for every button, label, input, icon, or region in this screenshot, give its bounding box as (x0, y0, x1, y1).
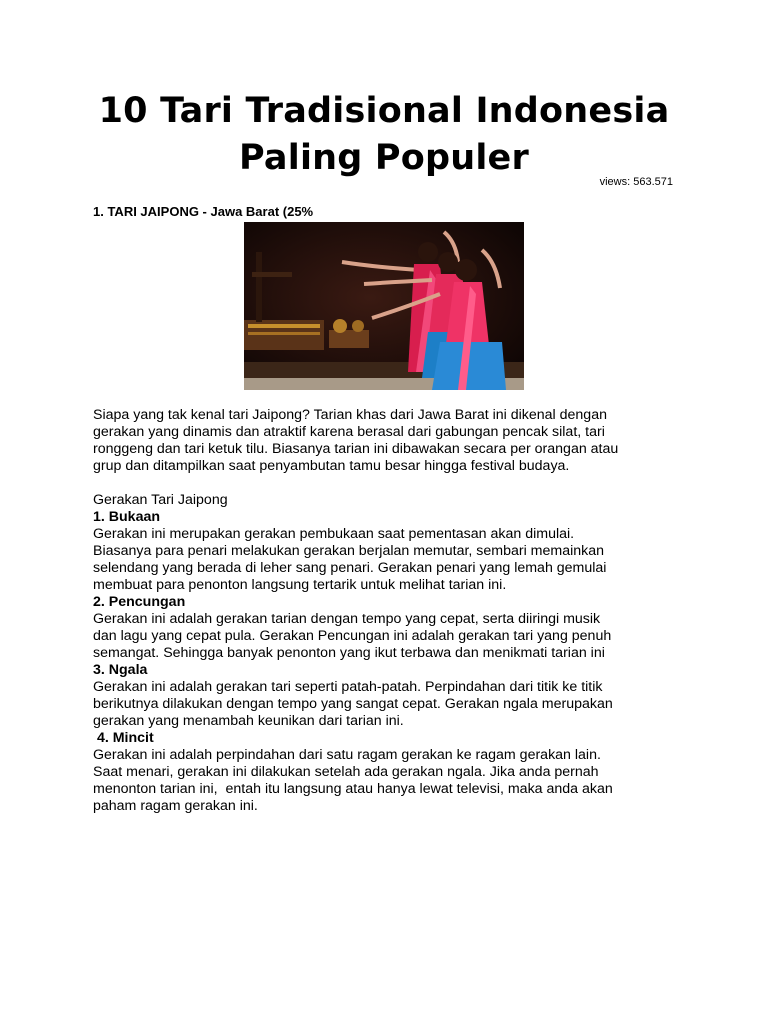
movement-line: Gerakan ini adalah perpindahan dari satu ragam gerakan ke ragam gerakan lain. (93, 747, 601, 763)
movement-line: Gerakan ini merupakan gerakan pembukaan saat pementasan akan dimulai. (93, 526, 575, 542)
intro-paragraph (93, 407, 693, 475)
intro-line: grup dan ditampilkan saat penyambutan tamu besar hingga festival budaya. (93, 458, 570, 474)
movements-section (93, 492, 693, 815)
movement-title: 2. Pencungan (93, 594, 186, 610)
view-count: views: 563.571 (599, 176, 673, 188)
movement-line: selendang yang berada di leher sang penari. Gerakan penari yang lemah gemulai (93, 560, 607, 576)
movement-line: semangat. Sehingga banyak penonton yang ikut terbawa dan menikmati tarian ini (93, 645, 605, 661)
movement-title: 4. Mincit (93, 730, 154, 746)
intro-line: gerakan yang dinamis dan atraktif karena berasal dari gabungan pencak silat, tari (93, 424, 605, 440)
movement-title: 3. Ngala (93, 662, 148, 678)
movement-line: paham ragam gerakan ini. (93, 798, 258, 814)
movements-heading: Gerakan Tari Jaipong (93, 492, 228, 508)
movement-title: 1. Bukaan (93, 509, 161, 525)
movement-line: Gerakan ini adalah gerakan tari seperti patah-patah. Perpindahan dari titik ke titik (93, 679, 603, 695)
movement-line: Biasanya para penari melakukan gerakan berjalan memutar, sembari memainkan (93, 543, 605, 559)
movement-line: dan lagu yang cepat pula. Gerakan Pencungan ini adalah gerakan tari yang penuh (93, 628, 612, 644)
intro-line: ronggeng dan tari ketuk tilu. Biasanya tarian ini dibawakan secara per orangan atau (93, 441, 619, 457)
movement-line: gerakan yang menambah keunikan dari tarian ini. (93, 713, 404, 729)
intro-line: Siapa yang tak kenal tari Jaipong? Tarian khas dari Jawa Barat ini dikenal dengan (93, 407, 607, 423)
movement-line: membuat para penonton langsung tertarik untuk melihat tarian ini. (93, 577, 507, 593)
jaipong-dancers-photo (244, 222, 524, 390)
section-heading: 1. TARI JAIPONG - Jawa Barat (25% (93, 204, 314, 219)
title-line-2: Paling Populer (239, 138, 529, 178)
movement-line: Gerakan ini adalah gerakan tarian dengan tempo yang cepat, serta diiringi musik (93, 611, 601, 627)
title-line-1: 10 Tari Tradisional Indonesia (98, 91, 670, 131)
movement-line: Saat menari, gerakan ini dilakukan setelah ada gerakan ngala. Jika anda pernah (93, 764, 599, 780)
document-title (60, 88, 708, 182)
movement-line: menonton tarian ini, entah itu langsung atau hanya lewat televisi, maka anda akan (93, 781, 613, 797)
movement-line: berikutnya dilakukan dengan tempo yang sangat cepat. Gerakan ngala merupakan (93, 696, 613, 712)
